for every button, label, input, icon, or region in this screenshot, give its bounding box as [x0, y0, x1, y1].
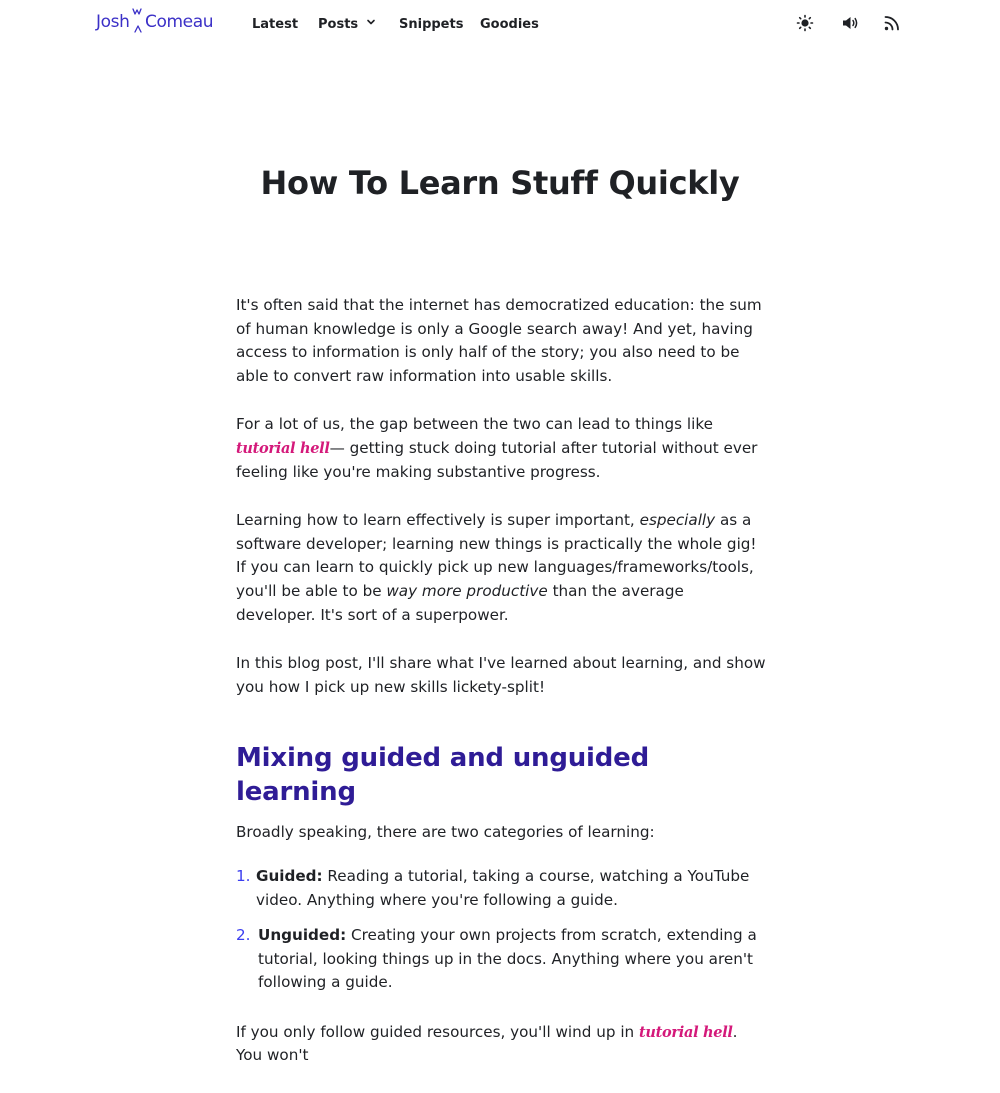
list-text: Reading a tutorial, taking a course, watching a YouTube video. Anything where you're following a guide. [256, 866, 750, 909]
list-text: Creating your own projects from scratch, extending a tutorial, looking things up in the docs. Anything where you aren't following a guide. [258, 926, 757, 992]
emphasis-especially: especially [639, 511, 716, 530]
chevron-down-icon [366, 17, 376, 27]
sun-icon[interactable] [795, 13, 815, 33]
nav-posts[interactable] [318, 14, 376, 34]
paragraph-text: If you only follow guided resources, you'll wind up in [236, 1022, 640, 1041]
section-heading[interactable]: Mixing guided and unguided learning [236, 743, 650, 808]
learning-categories-list [236, 865, 768, 995]
site-header [0, 0, 1000, 48]
article-body [236, 294, 768, 1093]
nav-posts-label: Posts [318, 16, 359, 32]
site-logo[interactable] [96, 6, 216, 38]
paragraph-blog-intent: In this blog post, I'll share what I've learned about learning, and show you how I pick up new skills lickety-split! [236, 654, 766, 696]
logo-last-name: Comeau [145, 12, 214, 32]
emphasis-way-more-productive: way more productive [386, 581, 548, 600]
nav-goodies[interactable]: Goodies [480, 16, 539, 32]
list-item [236, 865, 768, 912]
logo-mark-icon [132, 6, 144, 34]
paragraph-text: For a lot of us, the gap between the two can lead to things like [236, 415, 713, 434]
paragraph-categories: Broadly speaking, there are two categories of learning: [236, 823, 655, 842]
paragraph-text: . You won't [236, 1022, 738, 1065]
paragraph-learning-importance [236, 509, 768, 627]
list-term: Guided: [256, 866, 323, 885]
speaker-icon[interactable] [840, 13, 860, 33]
paragraph-text: than the average developer. It's sort of a superpower. [236, 581, 684, 624]
list-item [236, 924, 768, 995]
paragraph-text: as a software developer; learning new things is practically the whole gig! If you can learn to quickly pick up new languages/frameworks/tools, you'll be able to be [236, 511, 757, 600]
paragraph-text: — getting stuck doing tutorial after tutorial without ever feeling like you're making substantive progress. [236, 438, 758, 481]
list-number: 1. [236, 866, 251, 885]
tutorial-hell-link[interactable]: tutorial hell [639, 1023, 733, 1041]
list-term: Unguided: [258, 926, 347, 945]
logo-first-name: Josh [96, 12, 130, 32]
tutorial-hell-link[interactable]: tutorial hell [236, 439, 330, 457]
list-number: 2. [236, 926, 251, 945]
page-title: How To Learn Stuff Quickly [260, 164, 740, 202]
paragraph-tutorial-hell [236, 413, 768, 484]
paragraph-text: Learning how to learn effectively is super important, [236, 511, 640, 530]
nav-snippets[interactable]: Snippets [399, 16, 464, 32]
paragraph-intro: It's often said that the internet has democratized education: the sum of human knowledge is only a Google search away! And yet, having access to information is only half of the story; you also need to be able to convert raw information into usable skills. [236, 296, 762, 385]
nav-latest[interactable]: Latest [252, 16, 299, 32]
rss-icon[interactable] [882, 13, 902, 33]
paragraph-guided-only [236, 1021, 768, 1068]
